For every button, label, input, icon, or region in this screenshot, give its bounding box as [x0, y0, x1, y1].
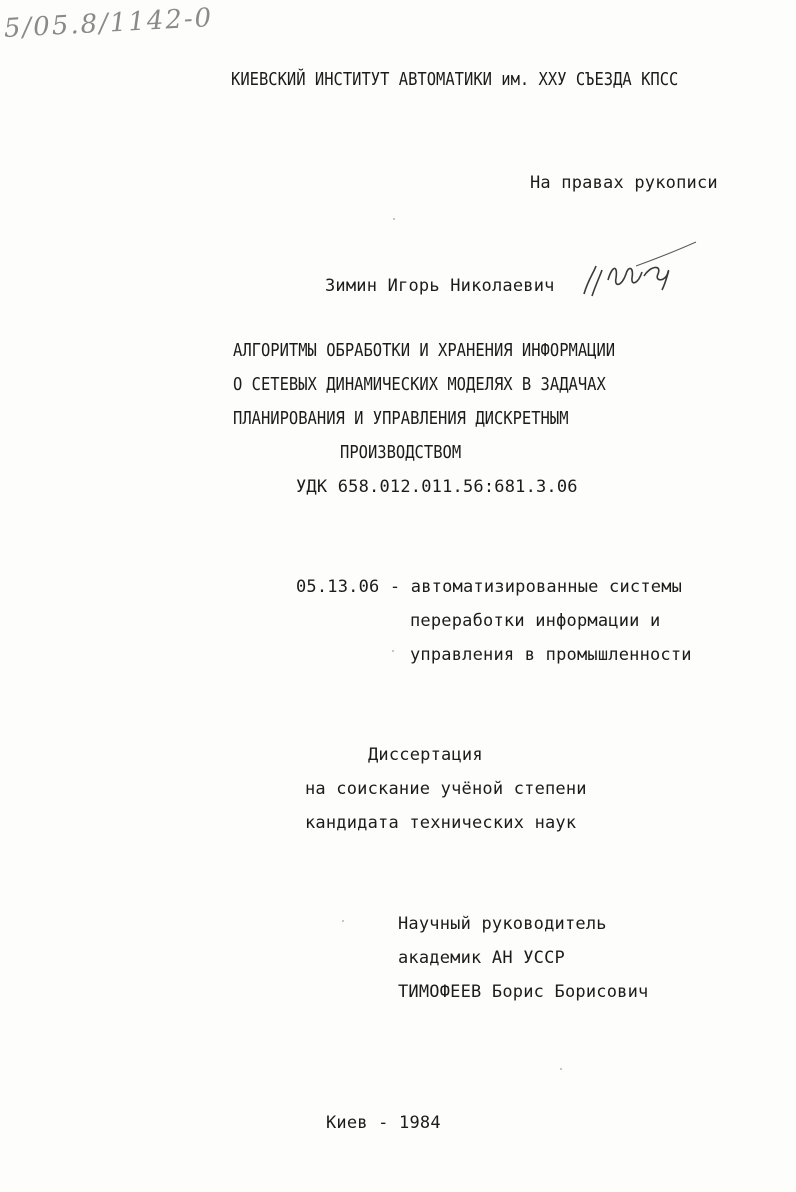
degree-type: Диссертация — [368, 745, 483, 765]
handwritten-archive-note: 5/05.8/1142-0 — [3, 3, 214, 44]
degree-purpose: на соискание учёной степени — [305, 779, 587, 799]
title-line-3: ПЛАНИРОВАНИЯ И УПРАВЛЕНИЯ ДИСКРЕТНЫМ — [233, 408, 569, 429]
udc-code: УДК 658.012.011.56:681.3.06 — [296, 477, 578, 497]
institute-header: КИЕВСКИЙ ИНСТИТУТ АВТОМАТИКИ им. XXУ СЪЕЗДА КПСС — [231, 69, 679, 90]
scan-speck — [392, 650, 394, 652]
author-name: Зимин Игорь Николаевич — [325, 276, 555, 296]
degree-field: кандидата технических наук — [305, 813, 577, 833]
specialty-line-2: переработки информации и — [410, 611, 661, 631]
title-line-1: АЛГОРИТМЫ ОБРАБОТКИ И ХРАНЕНИЯ ИНФОРМАЦИИ — [233, 340, 616, 361]
scan-speck — [393, 218, 395, 220]
supervisor-title: академик АН УССР — [398, 948, 565, 968]
scan-speck — [342, 920, 344, 922]
supervisor-name: ТИМОФЕЕВ Борис Борисович — [398, 982, 649, 1002]
specialty-line-3: управления в промышленности — [410, 645, 692, 665]
rights-note: На правах рукописи — [530, 173, 718, 193]
title-line-4: ПРОИЗВОДСТВОМ — [340, 442, 462, 463]
place-and-year: Киев - 1984 — [326, 1113, 441, 1133]
specialty-code: 05.13.06 - автоматизированные системы — [296, 577, 683, 597]
scan-speck — [560, 1068, 562, 1070]
title-line-2: О СЕТЕВЫХ ДИНАМИЧЕСКИХ МОДЕЛЯХ В ЗАДАЧАХ — [233, 374, 606, 395]
author-signature — [578, 236, 708, 306]
supervisor-role: Научный руководитель — [398, 914, 607, 934]
